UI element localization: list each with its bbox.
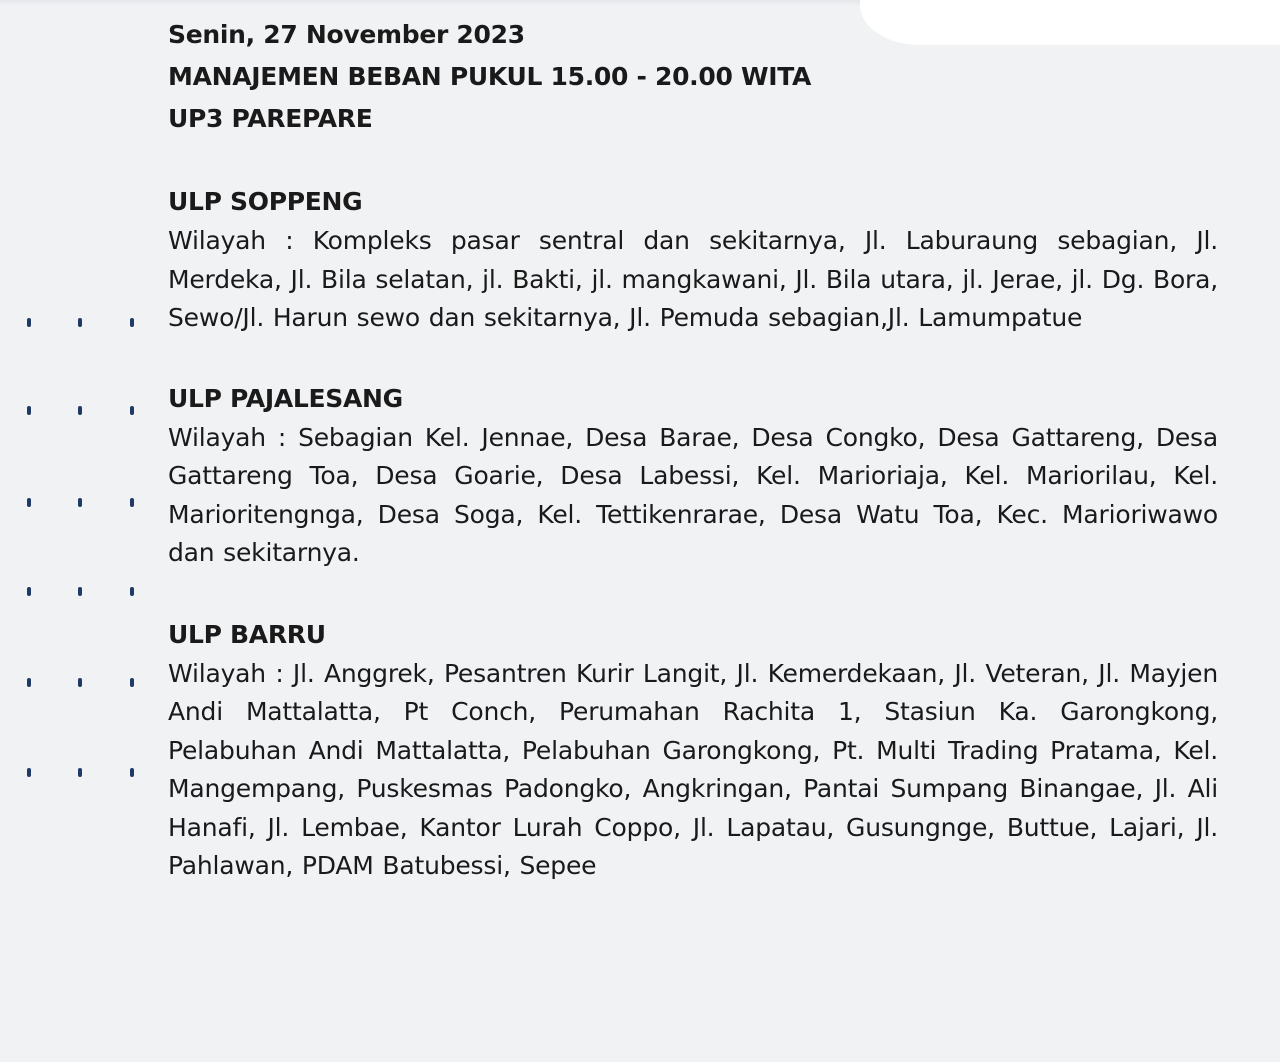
decorative-dot: [78, 768, 82, 777]
section-ulp-soppeng: [168, 182, 1218, 338]
announcement-unit: UP3 PAREPARE: [168, 104, 373, 133]
section-title: ULP PAJALESANG: [168, 383, 403, 413]
decorative-dot: [27, 587, 31, 596]
decorative-dot: [78, 678, 82, 687]
decorative-dot: [78, 318, 82, 327]
decorative-dot: [27, 498, 31, 507]
decorative-dot: [27, 318, 31, 327]
decorative-dot: [130, 587, 134, 596]
decorative-dot: [130, 498, 134, 507]
decorative-dot: [78, 498, 82, 507]
section-body: Wilayah : Jl. Anggrek, Pesantren Kurir Langit, Jl. Kemerdekaan, Jl. Veteran, Jl. Mayjen Andi Mattalatta, Pt Conch, Perumahan Rachita 1, Stasiun Ka. Garongkong, Pelabuhan Andi Mattalatta, Pelabuhan Garongkong, Pt. Multi Trading Pratama, Kel. Mangempang, Puskesmas Padongko, Angkringan, Pantai Sumpang Binangae, Jl. Ali Hanafi, Jl. Lembae, Kantor Lurah Coppo, Jl. Lapatau, Gusungnge, Buttue, Lajari, Jl. Pahlawan, PDAM Batubessi, Sepee: [168, 658, 1218, 880]
decorative-dot: [130, 768, 134, 777]
section-body: Wilayah : Kompleks pasar sentral dan sekitarnya, Jl. Laburaung sebagian, Jl. Merdeka, Jl. Bila selatan, jl. Bakti, jl. mangkawani, Jl. Bila utara, jl. Jerae, jl. Dg. Bora, Sewo/Jl. Harun sewo dan sekitarnya, Jl. Pemuda sebagian,Jl. Lamumpatue: [168, 226, 1218, 332]
decorative-dot: [130, 318, 134, 327]
decorative-dot: [27, 678, 31, 687]
announcement-title: MANAJEMEN BEBAN PUKUL 15.00 - 20.00 WITA: [168, 62, 812, 91]
section-ulp-pajalesang: [168, 379, 1218, 573]
decorative-dot: [27, 406, 31, 415]
decorative-dot: [27, 768, 31, 777]
announcement-document: [168, 14, 1218, 886]
decorative-dot: [130, 406, 134, 415]
section-title: ULP SOPPENG: [168, 187, 363, 216]
section-ulp-barru: [168, 615, 1218, 886]
announcement-date: Senin, 27 November 2023: [168, 20, 525, 49]
decorative-dot: [130, 678, 134, 687]
decorative-dot: [78, 587, 82, 596]
decorative-dot: [78, 406, 82, 415]
section-title: ULP BARRU: [168, 619, 326, 649]
section-body: Wilayah : Sebagian Kel. Jennae, Desa Barae, Desa Congko, Desa Gattareng, Desa Gattareng Toa, Desa Goarie, Desa Labessi, Kel. Marioriaja, Kel. Mariorilau, Kel. Marioritengnga, Desa Soga, Kel. Tettikenrarae, Desa Watu Toa, Kec. Marioriwawo dan sekitarnya.: [168, 422, 1218, 567]
